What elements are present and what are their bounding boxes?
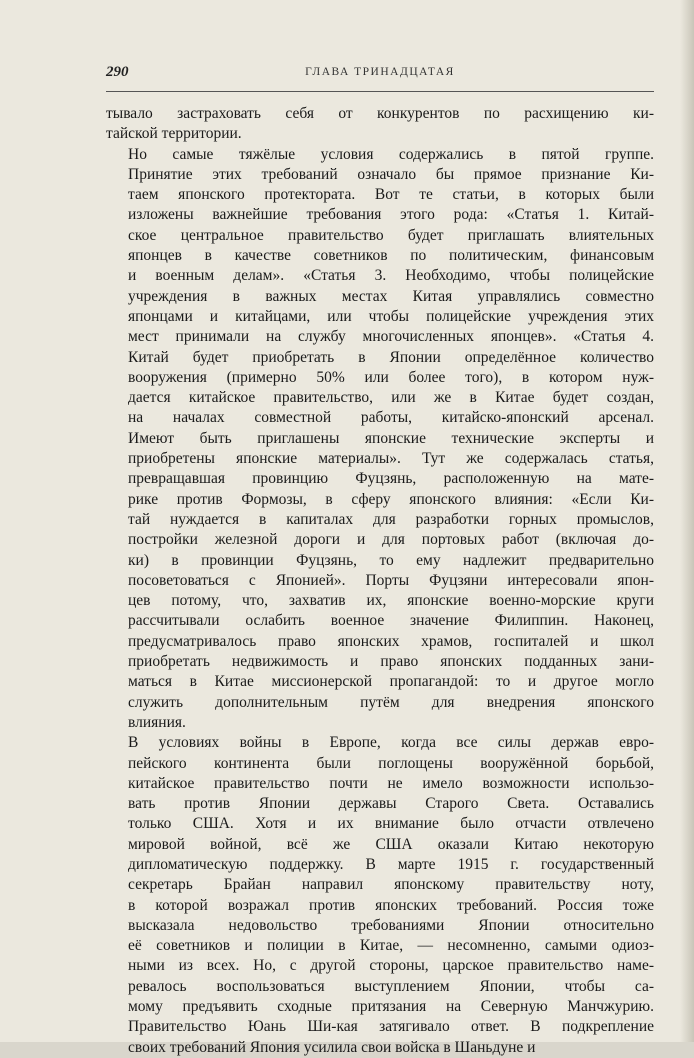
- header-rule: [106, 91, 654, 92]
- text-line: секретарь Брайан направил японскому правительству ноту,: [128, 876, 654, 894]
- text-line: своих требований Япония усилила свои войска в Шаньдуне и: [128, 1038, 536, 1056]
- text-line: рике против Формозы, в сферу японского влияния: «Если Ки-: [128, 490, 654, 508]
- text-line: приобретать недвижимость и право японских подданных зани-: [128, 653, 654, 671]
- text-line: рассчитывали ослабить военное значение Филиппин. Наконец,: [128, 612, 654, 630]
- paragraph: [106, 104, 654, 145]
- text-line: тывало застраховать себя от конкурентов по расхищению ки-: [106, 105, 654, 122]
- text-line: постройки железной дороги и для портовых работ (включая до-: [128, 531, 654, 549]
- text-line: мест принимали на службу многочисленных японцев». «Статья 4.: [128, 328, 654, 346]
- text-line: служить дополнительным путём для внедрения японского: [128, 693, 654, 711]
- text-line: и военным делам». «Статья 3. Необходимо, чтобы полицейские: [128, 267, 654, 285]
- text-line: высказала недовольство требованиями Японии относительно: [128, 916, 654, 934]
- text-line: превращавшая провинцию Фуцзянь, расположенную на мате-: [128, 470, 654, 488]
- text-line: цев потому, что, захватив их, японские военно-морские круги: [128, 592, 654, 610]
- page-edge-shadow: [680, 0, 694, 1042]
- text-line: Китай будет приобретать в Японии определённое количество: [128, 348, 654, 366]
- text-line: вать против Японии державы Старого Света. Оставались: [128, 795, 654, 813]
- text-line: таем японского протектората. Вот те статьи, в которых были: [128, 186, 654, 204]
- text-line: в которой возражал против японских требований. Россия тоже: [128, 896, 654, 914]
- text-line: на началах совместной работы, китайско-японский арсенал.: [128, 409, 654, 427]
- text-line: мому предъявить сходные притязания на Северную Манчжурию.: [128, 998, 654, 1016]
- text-line: Правительство Юань Ши-кая затягивало ответ. В подкрепление: [128, 1018, 654, 1036]
- text-line: изложены важнейшие требования этого рода: «Статья 1. Китай-: [128, 206, 654, 224]
- text-line: дается китайское правительство, или же в Китае будет создан,: [128, 389, 654, 407]
- page-header: [106, 64, 654, 88]
- text-line: предусматривалось право японских храмов, госпиталей и школ: [128, 632, 654, 650]
- text-line: её советников и полиции в Китае, — несомненно, самыми одиоз-: [128, 937, 654, 955]
- text-line: Принятие этих требований означало бы прямое признание Ки-: [128, 165, 654, 183]
- paragraph: [106, 145, 654, 734]
- running-title: ГЛАВА ТРИНАДЦАТАЯ: [305, 66, 455, 78]
- text-line: пейского континента были поглощены вооружённой борьбой,: [128, 754, 654, 772]
- body-text: [106, 104, 654, 1058]
- text-line: ными из всех. Но, с другой стороны, царское правительство наме-: [128, 957, 654, 975]
- text-line: учреждения в важных местах Китая управлялись совместно: [128, 287, 654, 305]
- text-line: только США. Хотя и их внимание было отчасти отвлечено: [128, 815, 654, 833]
- page-number: 290: [106, 64, 129, 80]
- paragraph: [106, 733, 654, 1058]
- text-line: тайской территории.: [106, 125, 242, 143]
- text-line: Но самые тяжёлые условия содержались в пятой группе.: [128, 145, 654, 163]
- text-line: маться в Китае миссионерской пропагандой: то и другое могло: [128, 673, 654, 691]
- text-line: ское центральное правительство будет приглашать влиятельных: [128, 226, 654, 244]
- text-line: китайское правительство почти не имело возможности использо-: [128, 774, 654, 792]
- text-line: ревалось воспользоваться выступлением Японии, чтобы са-: [128, 977, 654, 995]
- text-line: японцев в качестве советников по политическим, финансовым: [128, 247, 654, 265]
- text-line: мировой войной, всё же США оказали Китаю некоторую: [128, 835, 654, 853]
- text-line: японцами и китайцами, или чтобы полицейские учреждения этих: [128, 307, 654, 325]
- text-line: посоветоваться с Японией». Порты Фуцзяни интересовали япон-: [128, 571, 654, 589]
- text-line: приобретены японские материалы». Тут же содержалась статья,: [128, 450, 654, 468]
- text-line: влияния.: [128, 713, 186, 731]
- text-line: Имеют быть приглашены японские технические эксперты и: [128, 429, 654, 447]
- text-line: тай нуждается в капиталах для разработки горных промыслов,: [128, 510, 654, 528]
- text-line: вооружения (примерно 50% или более того), в котором нуж-: [128, 368, 654, 386]
- text-line: ки) в провинции Фуцзянь, то ему надлежит предварительно: [128, 551, 654, 569]
- text-line: В условиях войны в Европе, когда все силы держав евро-: [128, 734, 654, 752]
- text-line: дипломатическую поддержку. В марте 1915 г. государственный: [128, 855, 654, 873]
